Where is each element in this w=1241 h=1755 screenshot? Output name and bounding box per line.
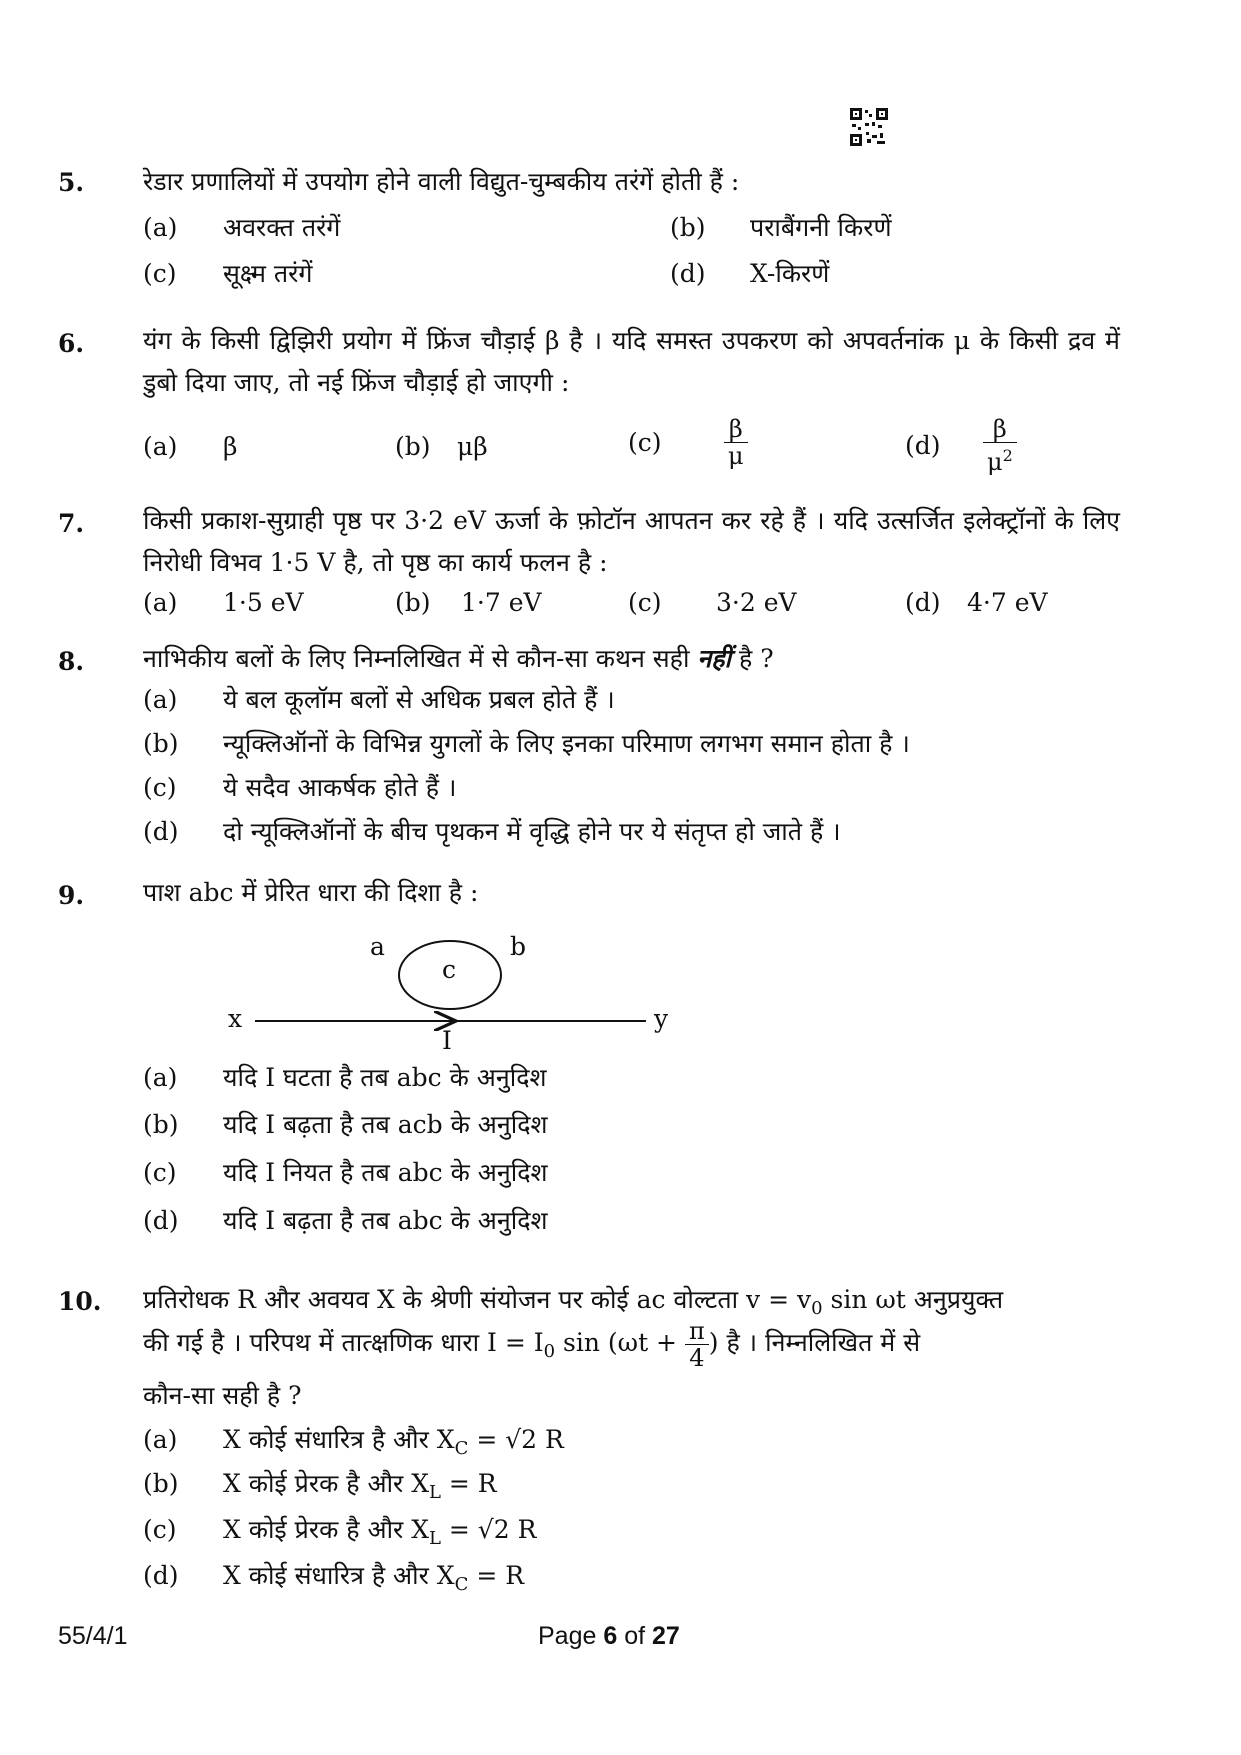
diagram-label-x: x bbox=[228, 1004, 243, 1033]
q9-option-b[interactable]: (b) यदि I बढ़ता है तब acb के अनुदिश bbox=[143, 1110, 548, 1139]
question-9-text: पाश abc में प्रेरित धारा की दिशा है : bbox=[143, 878, 479, 907]
question-number-8: 8. bbox=[58, 647, 85, 676]
question-5-text: रेडार प्रणालियों में उपयोग होने वाली विद्युत-चुम्बकीय तरंगें होती हैं : bbox=[143, 167, 740, 196]
diagram-label-b: b bbox=[510, 932, 527, 961]
q5-option-d[interactable]: (d) X-किरणें bbox=[670, 259, 830, 288]
q5-option-c[interactable]: (c) सूक्ष्म तरंगें bbox=[143, 259, 313, 288]
q7-option-a[interactable]: (a) 1·5 eV bbox=[143, 588, 304, 617]
fraction-beta-over-mu-squared: $\frac{\beta}{\mu^2}$ bbox=[983, 416, 1017, 475]
q9-option-a[interactable]: (a) यदि I घटता है तब abc के अनुदिश bbox=[143, 1063, 547, 1092]
question-7-text: किसी प्रकाश-सुग्राही पृष्ठ पर 3·2 eV ऊर्जा के फ़ोटॉन आपतन कर रहे हैं । यदि उत्सर्जित इलेक्ट्रॉनों के लिए निरोधी विभव 1·5 V है, तो पृष्ठ का कार्य फलन है : bbox=[143, 506, 1120, 577]
q10-option-b[interactable]: (b) X कोई प्रेरक है और $X_L = R$ bbox=[143, 1469, 497, 1503]
q8-option-d[interactable]: (d) दो न्यूक्लिऑनों के बीच पृथकन में वृद्धि होने पर ये संतृप्त हो जाते हैं । bbox=[143, 817, 841, 846]
paper-code: 55/4/1 bbox=[58, 1622, 128, 1650]
question-10-line-1: प्रतिरोधक R और अवयव X के श्रेणी संयोजन पर कोई ac वोल्टता $v = v_0$ sin ωt अनुप्रयुक्त bbox=[143, 1285, 1004, 1319]
q10-option-d[interactable]: (d) X कोई संधारित्र है और $X_C = R$ bbox=[143, 1561, 525, 1595]
question-number-6: 6. bbox=[58, 329, 85, 358]
q8-option-c[interactable]: (c) ये सदैव आकर्षक होते हैं । bbox=[143, 773, 457, 802]
q5-option-b[interactable]: (b) पराबैंगनी किरणें bbox=[670, 213, 892, 242]
q6-option-d[interactable]: (d) $\frac{\beta}{\mu^2}$ bbox=[905, 416, 1017, 475]
qr-code-icon bbox=[850, 108, 888, 146]
q7-option-b[interactable]: (b) 1·7 eV bbox=[395, 588, 542, 617]
question-number-7: 7. bbox=[58, 509, 85, 538]
diagram-label-c: c bbox=[442, 955, 457, 984]
diagram-label-a: a bbox=[370, 932, 385, 961]
fraction-beta-over-mu: $\frac{\beta}{\mu}$ bbox=[724, 416, 748, 469]
diagram-label-current: I bbox=[442, 1026, 452, 1055]
question-number-9: 9. bbox=[58, 881, 85, 910]
question-8-text: नाभिकीय बलों के लिए निम्नलिखित में से कौन-सा कथन सही नहीं है ? bbox=[143, 644, 774, 673]
q5-option-a[interactable]: (a) अवरक्त तरंगें bbox=[143, 213, 341, 242]
q9-option-c[interactable]: (c) यदि I नियत है तब abc के अनुदिश bbox=[143, 1158, 548, 1187]
diagram-label-y: y bbox=[654, 1004, 669, 1033]
question-number-5: 5. bbox=[58, 168, 85, 197]
question-number-10: 10. bbox=[58, 1287, 102, 1316]
q6-option-a[interactable]: (a) β bbox=[143, 432, 238, 461]
fraction-pi-over-4: $\frac{\pi}{4}$ bbox=[685, 1318, 709, 1371]
q6-option-b[interactable]: (b) μβ bbox=[395, 432, 488, 461]
question-6-text: यंग के किसी द्विझिरी प्रयोग में फ्रिंज चौड़ाई β है । यदि समस्त उपकरण को अपवर्तनांक μ के किसी द्रव में डुबो दिया जाए, तो नई फ्रिंज चौड़ाई हो जाएगी : bbox=[143, 326, 1120, 397]
q10-option-c[interactable]: (c) X कोई प्रेरक है और $X_L = √2$ R bbox=[143, 1515, 537, 1549]
q7-option-c[interactable]: (c) 3·2 eV bbox=[628, 588, 797, 617]
q8-option-a[interactable]: (a) ये बल कूलॉम बलों से अधिक प्रबल होते हैं । bbox=[143, 685, 615, 714]
question-10-line-3: कौन-सा सही है ? bbox=[143, 1381, 302, 1410]
q9-option-d[interactable]: (d) यदि I बढ़ता है तब abc के अनुदिश bbox=[143, 1206, 548, 1235]
q6-option-c[interactable]: (c) $\frac{\beta}{\mu}$ bbox=[628, 416, 748, 469]
page-number: Page 6 of 27 bbox=[538, 1622, 680, 1650]
q7-option-d[interactable]: (d) 4·7 eV bbox=[905, 588, 1048, 617]
emphasis-not: नहीं bbox=[697, 644, 732, 673]
q10-option-a[interactable]: (a) X कोई संधारित्र है और $X_C = √2$ R bbox=[143, 1425, 564, 1459]
question-10-line-2: की गई है । परिपथ में तात्क्षणिक धारा $I = I_0$ sin (ωt + $\frac{\pi}{4}$ ) है । निम्नलिखित में से bbox=[143, 1317, 921, 1372]
q8-option-b[interactable]: (b) न्यूक्लिऑनों के विभिन्न युगलों के लिए इनका परिमाण लगभग समान होता है । bbox=[143, 729, 910, 758]
